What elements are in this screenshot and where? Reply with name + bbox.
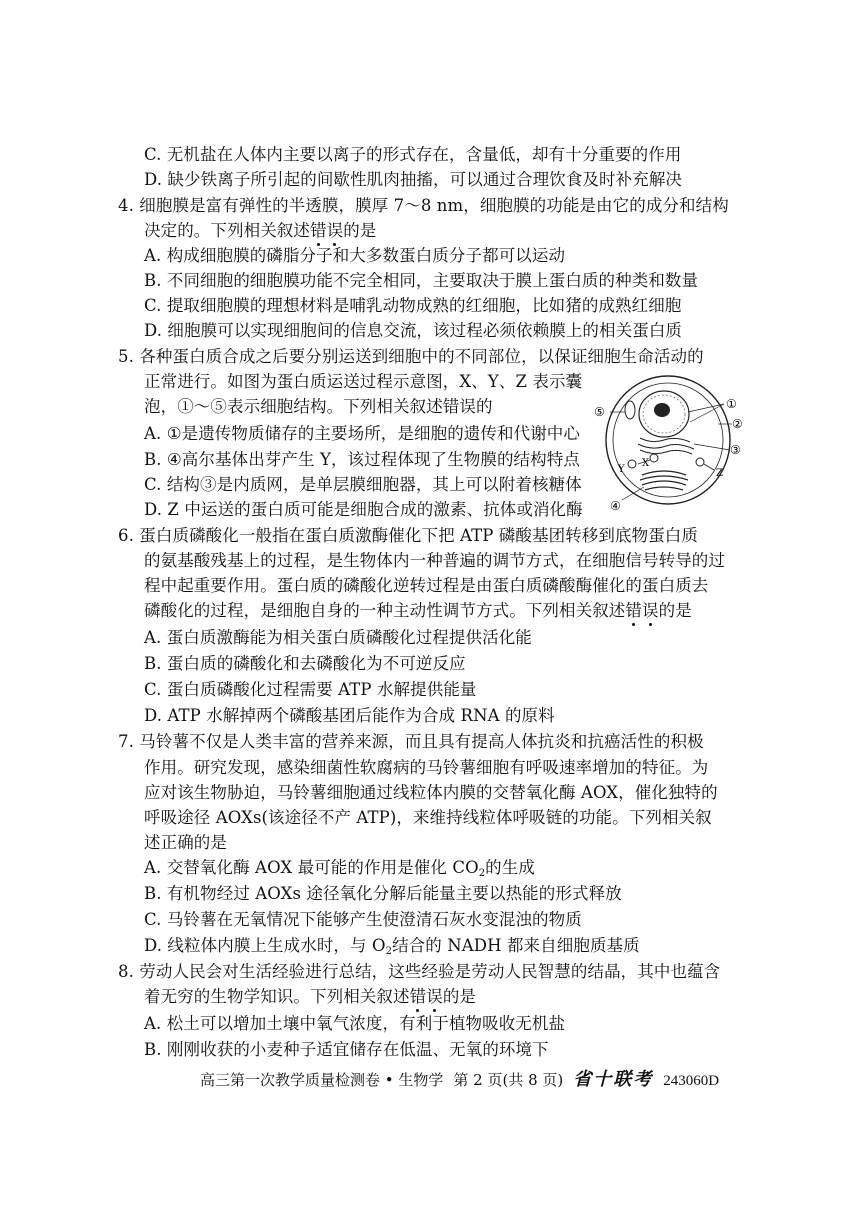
q8-stem-line2 [144,987,476,1007]
subscript: 2 [385,946,393,957]
label-x: X [642,458,650,469]
q5-stem-line1: 5. 各种蛋白质合成之后要分别运送到细胞中的不同部位，以保证细胞生命活动的 [118,347,704,366]
q7-option-a-text: A. 交替氧化酶 AOX 最可能的作用是催化 CO [144,858,479,877]
label-y: Y [618,464,625,475]
q7-stem-line3: 应对该生物胁迫，马铃薯细胞通过线粒体内膜的交替氧化酶 AOX，催化独特的 [144,783,718,802]
golgi-cisterna [642,471,686,475]
emphasis-char: 误 [426,987,443,1006]
er-membrane [640,450,692,454]
page-footer [200,1070,719,1091]
q6-stem-line4 [144,601,692,621]
q6-stem-line2: 的氨基酸残基上的过程，是生物体内一种普遍的调节方式，在细胞信号转导的过 [144,551,725,570]
q6-stem-text: 磷酸化的过程，是细胞自身的一种主动性调节方式。下列相关叙述 [144,601,626,620]
q6-stem-text: 的是 [658,601,692,620]
vesicle-y [628,460,636,468]
q6-option-c: C. 蛋白质磷酸化过程需要 ATP 水解提供能量 [144,680,477,699]
q7-option-a-text: 的生成 [485,858,535,877]
label-4: ④ [610,499,621,513]
q5-option-a: A. ①是遗传物质储存的主要场所，是细胞的遗传和代谢中心 [144,424,580,443]
q8-stem-text: 的是 [442,987,477,1006]
organelle-5 [625,401,635,419]
q4-stem-line2 [144,221,376,241]
q7-stem-line2: 作用。研究发现，感染细菌性软腐病的马铃薯细胞有呼吸速率增加的特征。为 [144,758,709,777]
q5-option-d: D. Z 中运送的蛋白质可能是细胞合成的激素、抗体或消化酶 [144,500,583,519]
q4-stem-text: 的是 [343,221,377,240]
q7-option-b: B. 有机物经过 AOXs 途径氧化分解后能量主要以热能的形式释放 [144,884,622,903]
vesicle-z [696,458,704,466]
golgi-cisterna [645,487,683,490]
q4-option-d: D. 细胞膜可以实现细胞间的信息交流，该过程必须依赖膜上的相关蛋白质 [144,321,683,340]
label-2: ② [732,417,743,431]
q8-option-a: A. 松土可以增加土壤中氧气浓度，有利于植物吸收无机盐 [144,1014,566,1033]
q7-option-d [144,936,640,956]
arrow-z [704,464,714,470]
footer-brand: 省十联考 [573,1069,654,1090]
q4-option-b: B. 不同细胞的细胞膜功能不完全相同，主要取决于膜上蛋白质的种类和数量 [144,271,699,290]
q7-option-c: C. 马铃薯在无氧情况下能够产生使澄清石灰水变混浊的物质 [144,910,582,929]
label-3: ③ [730,443,741,457]
leader-line-1 [688,404,724,412]
q6-option-b: B. 蛋白质的磷酸化和去磷酸化为不可逆反应 [144,654,466,673]
emphasis-char: 误 [642,601,659,620]
vesicle-x [650,454,658,462]
q5-option-c: C. 结构③是内质网，是单层膜细胞器，其上可以附着核糖体 [144,475,582,494]
q7-stem-line1: 7. 马铃薯不仅是人类丰富的营养来源，而且具有提高人体抗炎和抗癌活性的积极 [118,732,704,751]
leader-line-3 [694,444,730,450]
emphasis-char: 错 [310,221,327,240]
q7-option-d-text: 结合的 NADH 都来自细胞质基质 [392,936,640,955]
er-membrane [638,444,694,449]
q5-stem-line2: 正常进行。如图为蛋白质运送过程示意图，X、Y、Z 表示囊 [144,372,583,391]
footer-page-number: 第 2 页(共 8 页) [453,1071,564,1089]
q6-stem-line3: 程中起重要作用。蛋白质的磷酸化逆转过程是由蛋白质磷酸酶催化的蛋白质去 [144,576,709,595]
footer-exam-code: 243060D [663,1073,720,1089]
q6-option-d: D. ATP 水解掉两个磷酸基团后能作为合成 RNA 的原料 [144,706,555,725]
q4-option-c: C. 提取细胞膜的理想材料是哺乳动物成熟的红细胞，比如猪的成熟红细胞 [144,296,682,315]
cell-protein-transport-figure [588,372,758,514]
q8-stem-text: 着无穷的生物学知识。下列相关叙述 [144,987,410,1006]
label-1: ① [726,397,737,411]
subscript: 2 [478,868,486,879]
q5-option-b: B. ④高尔基体出芽产生 Y，该过程体现了生物膜的结构特点 [144,450,580,469]
golgi-cisterna [640,476,688,480]
q7-option-d-text: D. 线粒体内膜上生成水时，与 O [144,936,386,955]
q7-stem-line5: 述正确的是 [144,833,227,852]
er-membrane [640,438,690,442]
q7-option-a [144,858,535,878]
q4-option-a: A. 构成细胞膜的磷脂分子和大多数蛋白质分子都可以运动 [144,246,566,265]
q5-stem-line3: 泡，①～⑤表示细胞结构。下列相关叙述错误的 [144,397,493,416]
emphasis-char: 错 [409,987,427,1006]
footer-exam-title: 高三第一次教学质量检测卷 • 生物学 [200,1071,444,1089]
q3-option-d: D. 缺少铁离子所引起的间歇性肌肉抽搐，可以通过合理饮食及时补充解决 [144,170,683,189]
emphasis-char: 错 [625,601,643,620]
leader-line-1 [690,404,724,422]
q7-stem-line4: 呼吸途径 AOXs(该途径不产 ATP)，来维持线粒体呼吸链的功能。下列相关叙 [144,808,712,827]
q4-stem-line1: 4. 细胞膜是富有弹性的半透膜，膜厚 7～8 nm，细胞膜的功能是由它的成分和结构 [118,196,729,215]
q3-option-c: C. 无机盐在人体内主要以离子的形式存在，含量低，却有十分重要的作用 [144,145,682,164]
q4-stem-text: 决定的。下列相关叙述 [144,221,310,240]
emphasis-char: 误 [326,221,344,240]
label-5: ⑤ [594,405,605,419]
q6-stem-line1: 6. 蛋白质磷酸化一般指在蛋白质激酶催化下把 ATP 磷酸基团转移到底物蛋白质 [118,526,698,545]
golgi-cisterna [642,481,686,485]
cell-membrane-inner [613,383,723,497]
q8-stem-line1: 8. 劳动人民会对生活经验进行总结，这些经验是劳动人民智慧的结晶，其中也蕴含 [118,962,721,981]
q8-option-b: B. 刚刚收获的小麦种子适宜储存在低温、无氧的环境下 [144,1040,549,1059]
label-z: Z [716,468,723,479]
nucleolus [654,403,670,417]
q6-option-a: A. 蛋白质激酶能为相关蛋白质磷酸化过程提供活化能 [144,628,532,647]
